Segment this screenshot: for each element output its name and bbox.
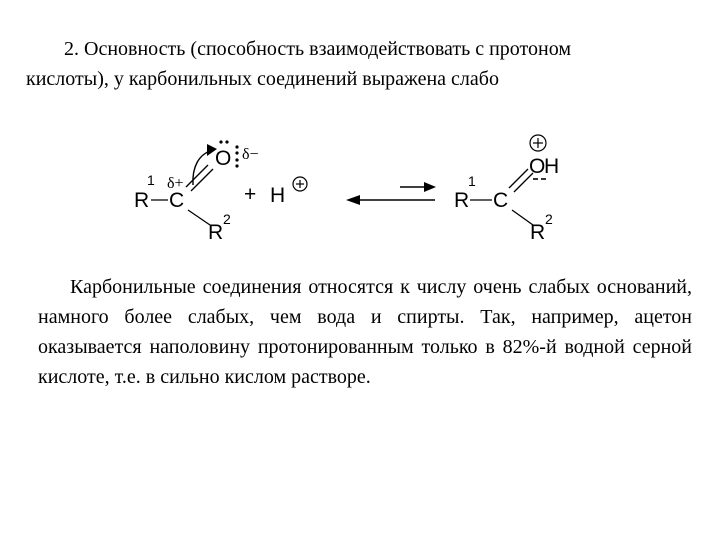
reaction-diagram [120, 125, 600, 255]
lone-pair-dot [219, 140, 222, 143]
equilibrium-arrows-icon [346, 182, 436, 205]
carbonyl-bond-1 [509, 169, 528, 188]
right-r1-index: 1 [468, 173, 476, 189]
lone-pair-dot [235, 158, 238, 161]
delta-plus-label: δ+ [167, 175, 184, 192]
left-r2-label: R [208, 221, 224, 244]
intro-line-1: 2. Основность (способность взаимодействовать с протоном [64, 38, 571, 60]
left-oxygen-label: O [215, 147, 232, 170]
body-paragraph [38, 272, 692, 392]
right-r1-label: R [454, 189, 470, 212]
delta-minus-label: δ− [242, 146, 259, 163]
paragraph-text: Карбонильные соединения относятся к числу очень слабых оснований, намного более слабых, чем вода и спирты. Так, например, ацетон оказывается наполовину протонированным только в 82%-й водной серной кислоте, т.е. в сильно кислом растворе. [38, 276, 692, 388]
lone-pair-dot [225, 140, 228, 143]
right-hydrogen-label: H [544, 155, 560, 178]
oxonium-charge-icon [530, 135, 546, 151]
left-r2-index: 2 [223, 211, 231, 227]
left-r1-label: R [134, 189, 150, 212]
bond-c-r2 [188, 210, 210, 225]
right-carbon-label: C [493, 189, 509, 212]
lone-pair-dot [235, 151, 238, 154]
carbonyl-bond-1 [186, 165, 208, 187]
carbonyl-molecule [134, 140, 259, 244]
left-r1-index: 1 [147, 172, 155, 188]
plus-sign: + [244, 183, 257, 206]
lone-pair-dot [235, 145, 238, 148]
intro-text [26, 34, 698, 94]
proton-charge-icon [293, 177, 307, 191]
right-oxygen-label: O [529, 155, 546, 178]
right-r2-index: 2 [545, 211, 553, 227]
right-r2-label: R [530, 221, 546, 244]
proton-label: H [270, 184, 286, 207]
lone-pair-dot [235, 164, 238, 167]
protonation-scheme [120, 125, 600, 255]
left-carbon-label: C [169, 189, 185, 212]
intro-line-2: кислоты), у карбонильных соединений выражена слабо [26, 68, 499, 90]
protonated-molecule [454, 135, 559, 244]
